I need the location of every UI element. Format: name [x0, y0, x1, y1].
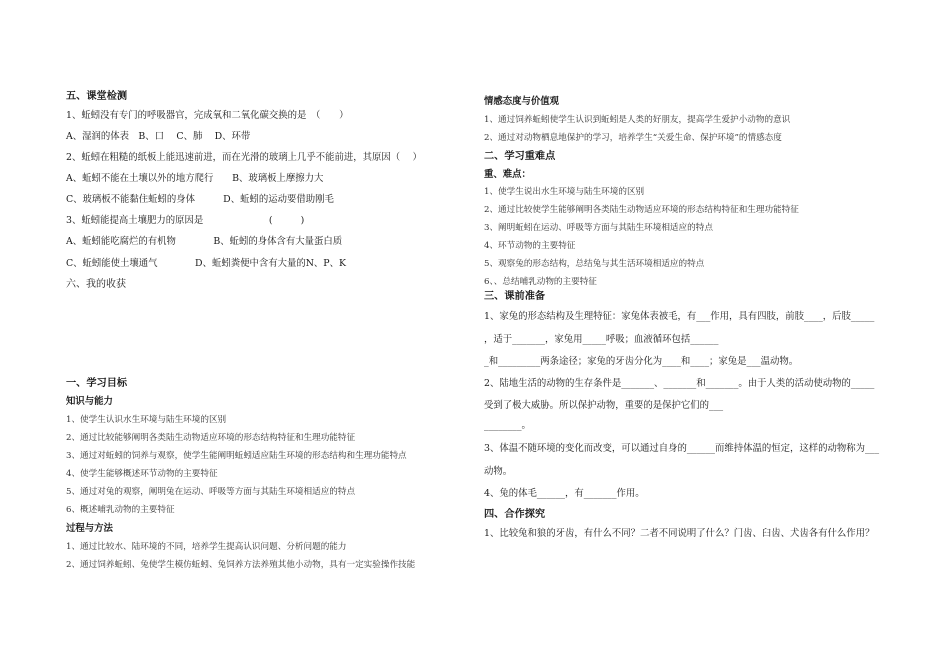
process-method-title: 过程与方法	[66, 523, 113, 534]
key-point-1: 1、使学生说出水生环境与陆生环境的区别	[484, 187, 645, 197]
prep-item-1-line-2: ，适于_______，家兔用_____呼吸；血液循环包括______	[484, 334, 719, 345]
knowledge-ability-title: 知识与能力	[66, 396, 113, 407]
key-point-6: 6、、总结哺乳动物的主要特征	[484, 277, 597, 287]
section-5-title: 五、课堂检测	[66, 90, 128, 102]
attitude-item-1: 1、通过饲养蚯蚓使学生认识到蚯蚓是人类的好朋友，提高学生爱护小动物的意识	[484, 115, 791, 125]
prep-item-1-line-1: 1、家兔的形态结构及生理特征：家兔体表被毛，有___作用，具有四肢，前肢____，后肢_____	[484, 311, 875, 322]
section-3-title: 三、课前准备	[484, 290, 546, 302]
process-item-1: 1、通过比较水、陆环境的不同，培养学生提高认识问题、分析问题的能力	[66, 542, 347, 552]
question-3: 3、蚯蚓能提高土壤肥力的原因是 ( )	[66, 215, 305, 226]
question-3-options-ab: A、蚯蚓能吃腐烂的有机物 B、蚯蚓的身体含有大量蛋白质	[66, 236, 343, 247]
section-6-title: 六、我的收获	[66, 279, 126, 290]
cooperation-item-1: 1、比较兔和狼的牙齿，有什么不同？二者不同说明了什么？门齿、臼齿、犬齿各有什么作用？	[484, 528, 875, 539]
knowledge-item-1: 1、使学生认识水生环境与陆生环境的区别	[66, 415, 227, 425]
question-2: 2、蚯蚓在粗糙的纸板上能迅速前进，而在光滑的玻璃上几乎不能前进，其原因（ ）	[66, 152, 422, 163]
knowledge-item-4: 4、使学生能够概述环节动物的主要特征	[66, 469, 218, 479]
prep-item-4: 4、兔的体毛______，有_______作用。	[484, 488, 645, 499]
attitude-item-2: 2、通过对动物栖息地保护的学习，培养学生“关爱生命、保护环境”的情感态度	[484, 133, 782, 143]
prep-item-1-line-3: _和_________两条途径；家兔的牙齿分化为____和____；家兔是___温动物。	[484, 356, 799, 367]
prep-item-3-line-2: 动物。	[484, 466, 513, 477]
question-3-options-cd: C、蚯蚓能使土壤通气 D、蚯蚓粪便中含有大量的N、P、K	[66, 258, 346, 269]
question-2-options-ab: A、蚯蚓不能在土壤以外的地方爬行 B、玻璃板上摩擦力大	[66, 173, 324, 184]
knowledge-item-5: 5、通过对兔的观察，阐明兔在运动、呼吸等方面与其陆生环境相适应的特点	[66, 487, 356, 497]
section-4-title: 四、合作探究	[484, 508, 546, 520]
key-point-2: 2、通过比较使学生能够阐明各类陆生动物适应环境的形态结构特征和生理功能特征	[484, 205, 799, 215]
question-1-options: A、湿润的体表 B、口 C、肺 D、环带	[66, 131, 251, 142]
key-point-5: 5、观察兔的形态结构，总结兔与其生活环境相适应的特点	[484, 259, 705, 269]
knowledge-item-2: 2、通过比较能够阐明各类陆生动物适应环境的形态结构特征和生理功能特征	[66, 433, 356, 443]
key-points-title: 重、难点：	[484, 169, 531, 180]
process-item-2: 2、通过饲养蚯蚓、兔使学生模仿蚯蚓、兔饲养方法养殖其他小动物，具有一定实验操作技能	[66, 560, 416, 570]
prep-item-2-line-1: 2、陆地生活的动物的生存条件是_______、_______和_______。由于人类的活动使动物的_____	[484, 378, 875, 389]
section-2-title: 二、学习重难点	[484, 150, 556, 162]
key-point-4: 4、环节动物的主要特征	[484, 241, 576, 251]
section-1-title: 一、学习目标	[66, 377, 128, 389]
knowledge-item-6: 6、概述哺乳动物的主要特征	[66, 505, 175, 515]
key-point-3: 3、阐明蚯蚓在运动、呼吸等方面与其陆生环境相适应的特点	[484, 223, 713, 233]
prep-item-2-line-2: 受到了极大威胁。所以保护动物，重要的是保护它们的___	[484, 400, 724, 411]
prep-item-2-line-3: ________。	[484, 420, 531, 431]
prep-item-3-line-1: 3、体温不随环境的变化而改变，可以通过自身的______而维持体温的恒定，这样的动物称为___	[484, 443, 880, 454]
attitude-values-title: 情感态度与价值观	[484, 96, 560, 107]
question-1: 1、蚯蚓没有专门的呼吸器官，完成氧和二氧化碳交换的是 （ ）	[66, 110, 349, 121]
knowledge-item-3: 3、通过对蚯蚓的饲养与观察，使学生能阐明蚯蚓适应陆生环境的形态结构和生理功能特点	[66, 451, 407, 461]
question-2-options-cd: C、玻璃板不能黏住蚯蚓的身体 D、蚯蚓的运动要借助刚毛	[66, 194, 334, 205]
